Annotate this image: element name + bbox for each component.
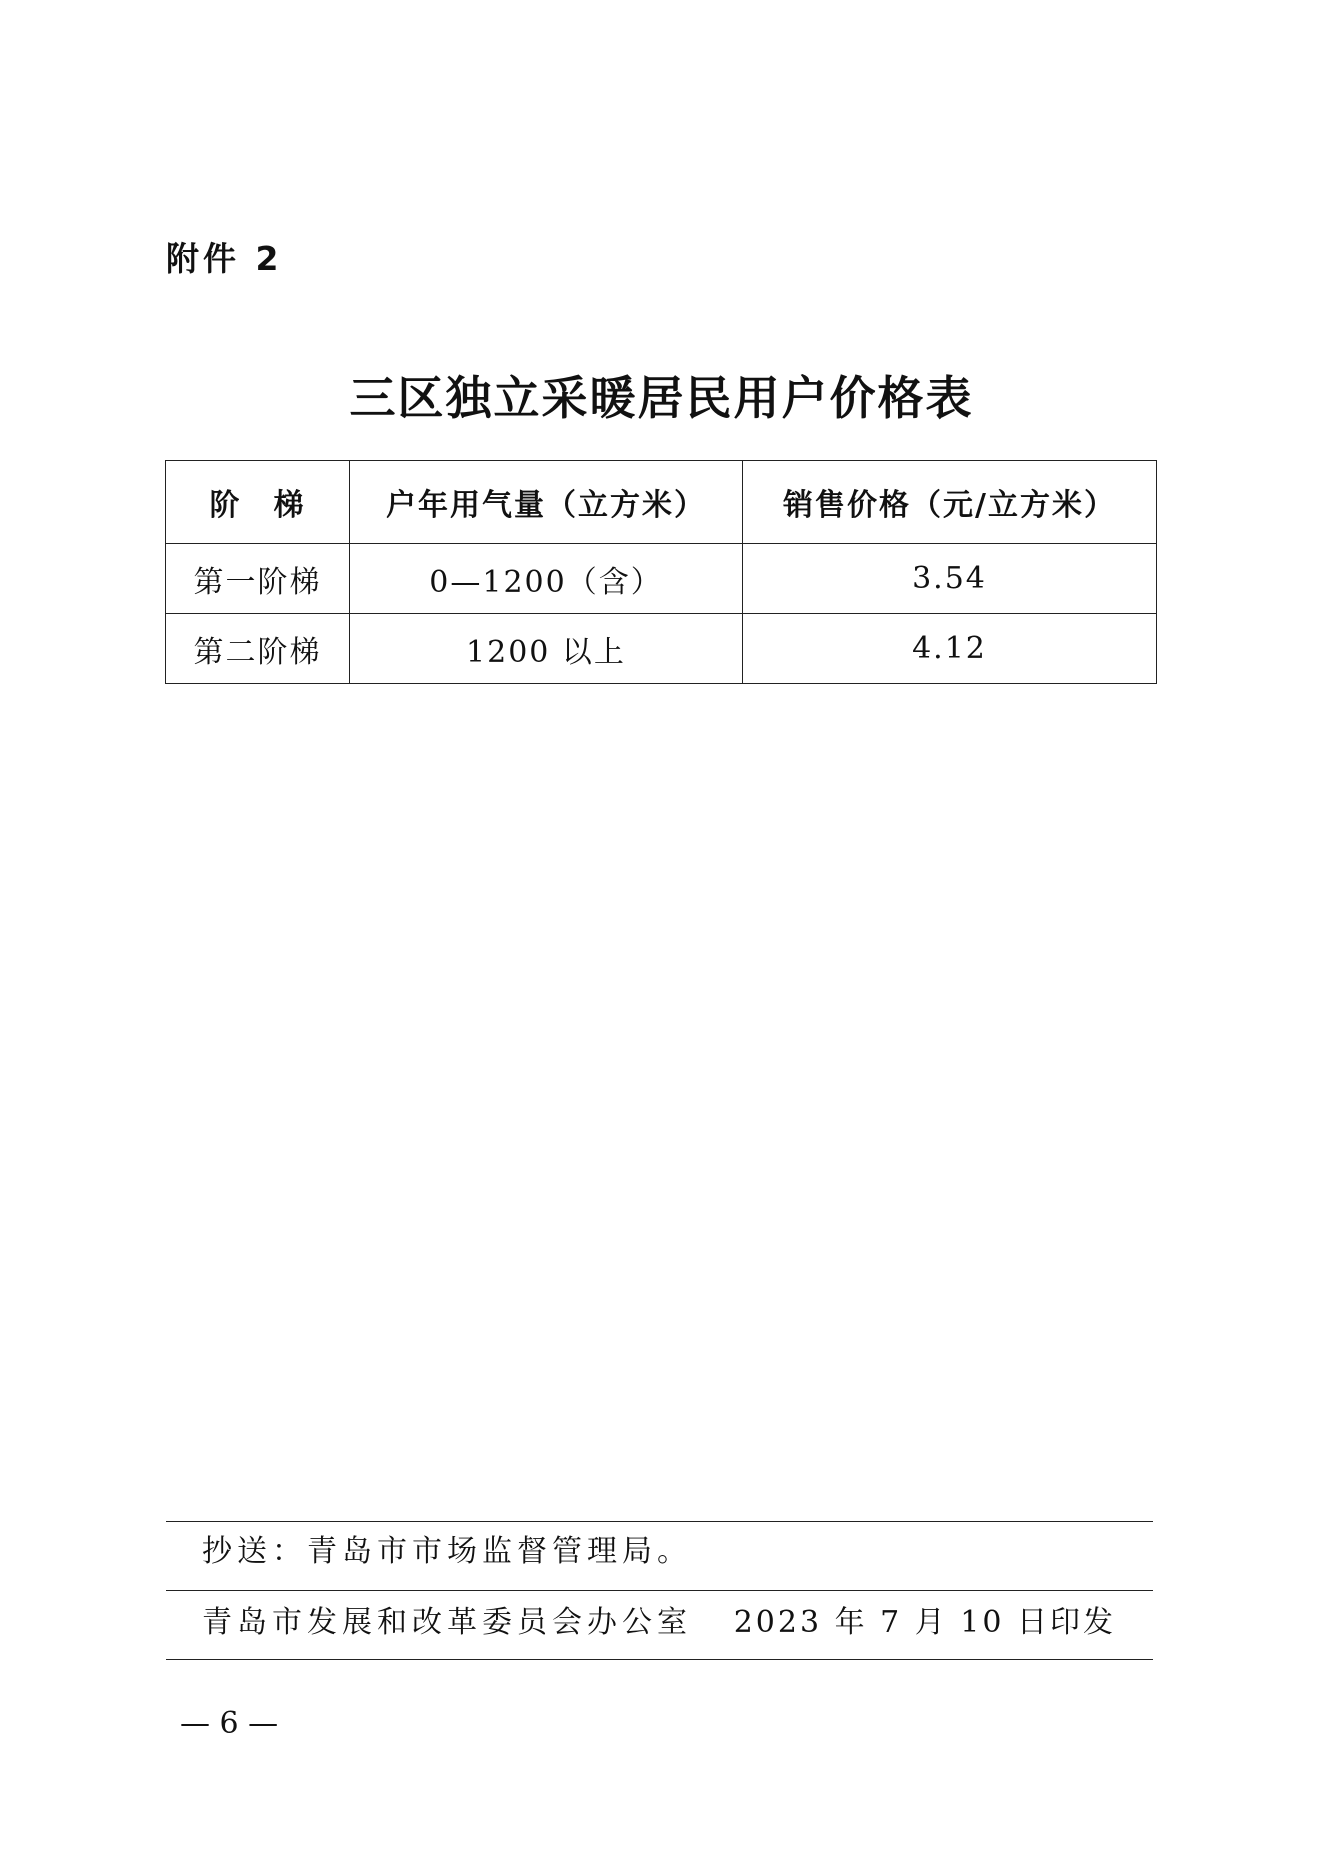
issuing-office: 青岛市发展和改革委员会办公室	[202, 1605, 692, 1640]
table-row	[166, 544, 1157, 614]
cell-tier: 第一阶梯	[166, 544, 350, 614]
price-table	[165, 460, 1157, 684]
cell-annual-volume: 1200 以上	[350, 614, 743, 684]
attachment-label: 附件 2	[166, 239, 283, 278]
header-price: 销售价格（元/立方米）	[743, 461, 1157, 544]
footer-divider-bottom	[166, 1659, 1153, 1660]
table-header-row	[166, 461, 1157, 544]
header-annual-volume: 户年用气量（立方米）	[350, 461, 743, 544]
issue-date: 2023 年 7 月 10 日印发	[733, 1605, 1116, 1640]
footer-divider-middle	[166, 1590, 1153, 1591]
cell-annual-volume: 0—1200（含）	[350, 544, 743, 614]
cc-recipients: 抄送：青岛市市场监督管理局。	[202, 1534, 692, 1569]
document-title: 三区独立采暖居民用户价格表	[349, 371, 974, 425]
cell-price: 4.12	[743, 614, 1157, 684]
footer-divider-top	[166, 1521, 1153, 1522]
cell-tier: 第二阶梯	[166, 614, 350, 684]
header-tier: 阶 梯	[166, 461, 350, 544]
cell-price: 3.54	[743, 544, 1157, 614]
page-number: — 6 —	[180, 1706, 279, 1741]
table-row	[166, 614, 1157, 684]
